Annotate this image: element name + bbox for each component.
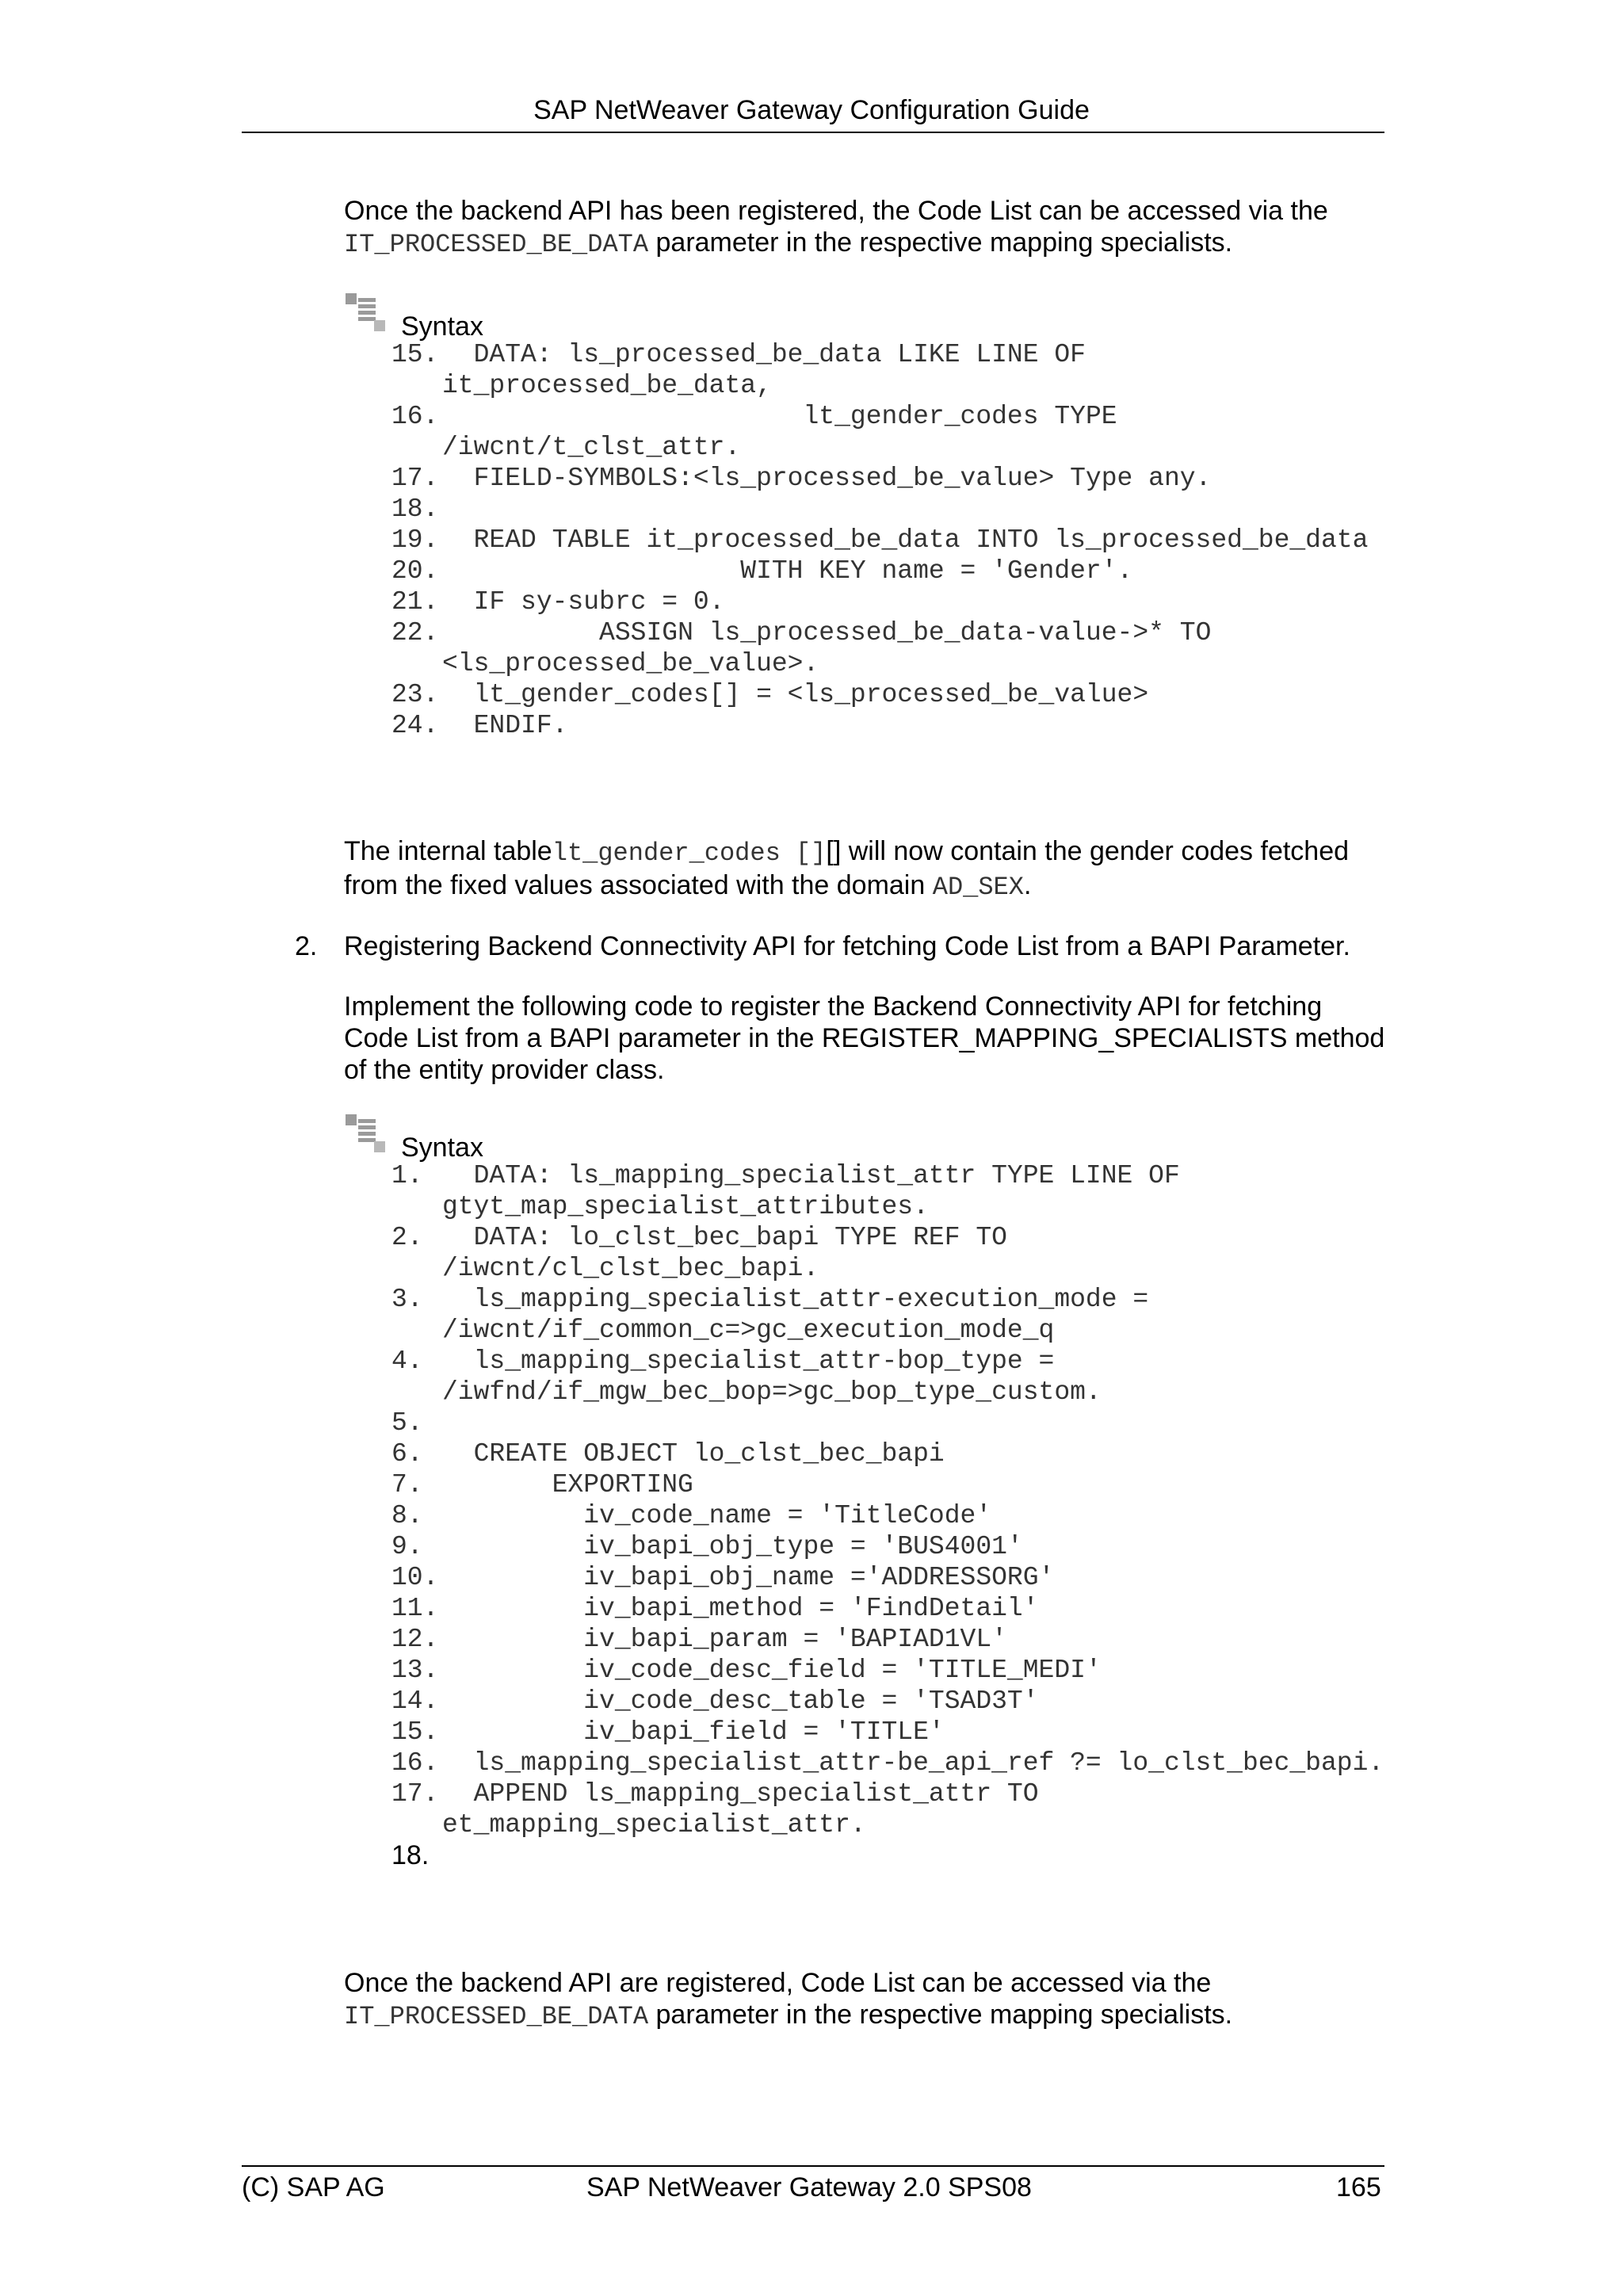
intro-paragraph <box>344 195 1390 261</box>
code-line <box>344 1624 1390 1655</box>
code-line-text: iv_bapi_field = 'TITLE' <box>442 1717 945 1747</box>
code-line <box>344 1346 1390 1408</box>
text-segment: [] will now contain the gender codes fetched from the fixed values associated with the domain <box>344 836 1350 900</box>
code-line-number: 13. <box>391 1656 439 1685</box>
code-line <box>344 1438 1390 1469</box>
code-line-text: iv_bapi_method = 'FindDetail' <box>442 1594 1039 1623</box>
code-line <box>344 1222 1390 1284</box>
intro-text-2: parameter in the respective mapping specialists. <box>648 227 1233 258</box>
code-line-text: IF sy-subrc = 0. <box>442 587 725 617</box>
code-line <box>344 1469 1390 1500</box>
code-line <box>344 401 1390 463</box>
code-line-number: 11. <box>391 1594 439 1623</box>
code-inline: lt_gender_codes [] <box>552 839 827 868</box>
code-line-text: iv_code_desc_field = 'TITLE_MEDI' <box>442 1656 1102 1685</box>
code-line-number: 18. <box>391 495 439 524</box>
code-line <box>344 556 1390 586</box>
code-line-text: iv_bapi_obj_type = 'BUS4001' <box>442 1532 1023 1561</box>
code-line <box>344 1562 1390 1593</box>
footer-rule <box>242 2165 1384 2167</box>
code-line-number: 15. <box>391 340 439 369</box>
code-line-number: 21. <box>391 587 439 617</box>
code-line-text: lt_gender_codes TYPE /iwcnt/t_clst_attr. <box>442 402 1133 462</box>
code-line <box>344 525 1390 556</box>
step2-description: Implement the following code to register the Backend Connectivity API for fetching Code List from a BAPI parameter in the REGISTER_MAPPING_SPECIALISTS method of the entity provider class. <box>344 991 1385 1085</box>
code-line <box>344 679 1390 710</box>
code-line <box>344 1593 1390 1624</box>
code-line-number: 17. <box>391 464 439 493</box>
code-line-text: DATA: ls_mapping_specialist_attr TYPE LINE OF gtyt_map_specialist_attributes. <box>442 1161 1196 1221</box>
code-line-text: iv_code_name = 'TitleCode' <box>442 1501 992 1530</box>
code-line-text: ls_mapping_specialist_attr-bop_type = /iwfnd/if_mgw_bec_bop=>gc_bop_type_custom. <box>442 1347 1102 1407</box>
code-line-text: DATA: lo_clst_bec_bapi TYPE REF TO /iwcnt/cl_clst_bec_bapi. <box>442 1223 1023 1283</box>
step-text: Registering Backend Connectivity API for fetching Code List from a BAPI Parameter. <box>344 931 1350 961</box>
outro-text-1: Once the backend API are registered, Code List can be accessed via the <box>344 1968 1212 1998</box>
intro-text-1: Once the backend API has been registered, the Code List can be accessed via the <box>344 196 1328 226</box>
text-segment: The internal table <box>344 836 552 866</box>
syntax-block-2 <box>344 1113 1390 1871</box>
step-number: 2. <box>295 931 318 961</box>
code-line-number: 3. <box>391 1285 423 1314</box>
code-line-text: APPEND ls_mapping_specialist_attr TO et_mapping_specialist_attr. <box>442 1779 1055 1839</box>
code-listing-2 <box>344 1160 1390 1871</box>
code-line-number: 10. <box>391 1563 439 1592</box>
code-line-number: 17. <box>391 1779 439 1809</box>
code-inline: AD_SEX <box>932 873 1024 902</box>
code-line-text: READ TABLE it_processed_be_data INTO ls_processed_be_data <box>442 525 1369 555</box>
code-line-text: CREATE OBJECT lo_clst_bec_bapi <box>442 1439 945 1469</box>
code-line-text: EXPORTING <box>442 1470 693 1499</box>
outro-paragraph <box>344 1967 1390 2033</box>
code-line-number: 6. <box>391 1439 423 1469</box>
footer-copyright: (C) SAP AG <box>242 2172 385 2202</box>
code-line-text: FIELD-SYMBOLS:<ls_processed_be_value> Type any. <box>442 464 1212 493</box>
code-line <box>344 710 1390 741</box>
outro-code: IT_PROCESSED_BE_DATA <box>344 2002 649 2031</box>
code-line-text: lt_gender_codes[] = <ls_processed_be_value> <box>442 680 1149 709</box>
code-line-number: 16. <box>391 402 439 431</box>
code-line-number: 23. <box>391 680 439 709</box>
page-header-title: SAP NetWeaver Gateway Configuration Guide <box>533 95 1090 125</box>
code-line-text: ASSIGN ls_processed_be_data-value->* TO <ls_processed_be_value>. <box>442 618 1228 678</box>
code-line <box>344 1284 1390 1346</box>
syntax-icon <box>344 1113 390 1156</box>
code-line-text: ls_mapping_specialist_attr-be_api_ref ?= lo_clst_bec_bapi. <box>442 1748 1384 1778</box>
text-segment: . <box>1023 870 1032 900</box>
code-line-number: 24. <box>391 711 439 740</box>
code-line-number: 18. <box>391 1840 430 1870</box>
code-line-number: 22. <box>391 618 439 648</box>
code-line-number: 7. <box>391 1470 423 1499</box>
code-line-number: 12. <box>391 1625 439 1654</box>
code-line-text: iv_code_desc_table = 'TSAD3T' <box>442 1687 1039 1716</box>
code-line-number: 20. <box>391 556 439 586</box>
code-line <box>344 1160 1390 1222</box>
code-line-number: 5. <box>391 1408 423 1438</box>
code-line <box>344 1840 1390 1871</box>
code-line <box>344 586 1390 617</box>
syntax-label: Syntax <box>401 1133 483 1163</box>
code-line <box>344 339 1390 401</box>
code-line-number: 4. <box>391 1347 423 1376</box>
code-line <box>344 1500 1390 1531</box>
code-line <box>344 1778 1390 1840</box>
code-line <box>344 617 1390 679</box>
footer-product: SAP NetWeaver Gateway 2.0 SPS08 <box>586 2172 1032 2202</box>
code-line-number: 15. <box>391 1717 439 1747</box>
footer-page-number: 165 <box>1336 2172 1381 2202</box>
code-line <box>344 1748 1390 1778</box>
code-line-number: 1. <box>391 1161 423 1190</box>
code-line-text: iv_bapi_obj_name ='ADDRESSORG' <box>442 1563 1055 1592</box>
code-line <box>344 1717 1390 1748</box>
code-line-text: WITH KEY name = 'Gender'. <box>442 556 1133 586</box>
numbered-step-2 <box>295 930 1404 962</box>
code-line-text: ENDIF. <box>442 711 568 740</box>
code-line-number: 19. <box>391 525 439 555</box>
code-line <box>344 1655 1390 1686</box>
after-syntax-paragraph <box>344 835 1390 904</box>
code-line-number: 9. <box>391 1532 423 1561</box>
outro-text-2: parameter in the respective mapping specialists. <box>648 2000 1233 2030</box>
code-line-number: 2. <box>391 1223 423 1252</box>
syntax-icon <box>344 292 390 334</box>
code-line <box>344 1686 1390 1717</box>
code-line <box>344 1531 1390 1562</box>
code-line <box>344 463 1390 494</box>
code-line-text: ls_mapping_specialist_attr-execution_mode = /iwcnt/if_common_c=>gc_execution_mode_q <box>442 1285 1164 1345</box>
header-rule <box>242 132 1384 133</box>
code-listing-1 <box>344 339 1390 741</box>
code-line-number: 14. <box>391 1687 439 1716</box>
code-line-text: iv_bapi_param = 'BAPIAD1VL' <box>442 1625 1007 1654</box>
intro-code: IT_PROCESSED_BE_DATA <box>344 230 649 259</box>
code-line-text: DATA: ls_processed_be_data LIKE LINE OF it_processed_be_data, <box>442 340 1102 400</box>
code-line-number: 16. <box>391 1748 439 1778</box>
code-line-number: 8. <box>391 1501 423 1530</box>
syntax-label: Syntax <box>401 311 483 342</box>
syntax-block-1 <box>344 292 1390 741</box>
code-line <box>344 494 1390 525</box>
code-line <box>344 1408 1390 1438</box>
